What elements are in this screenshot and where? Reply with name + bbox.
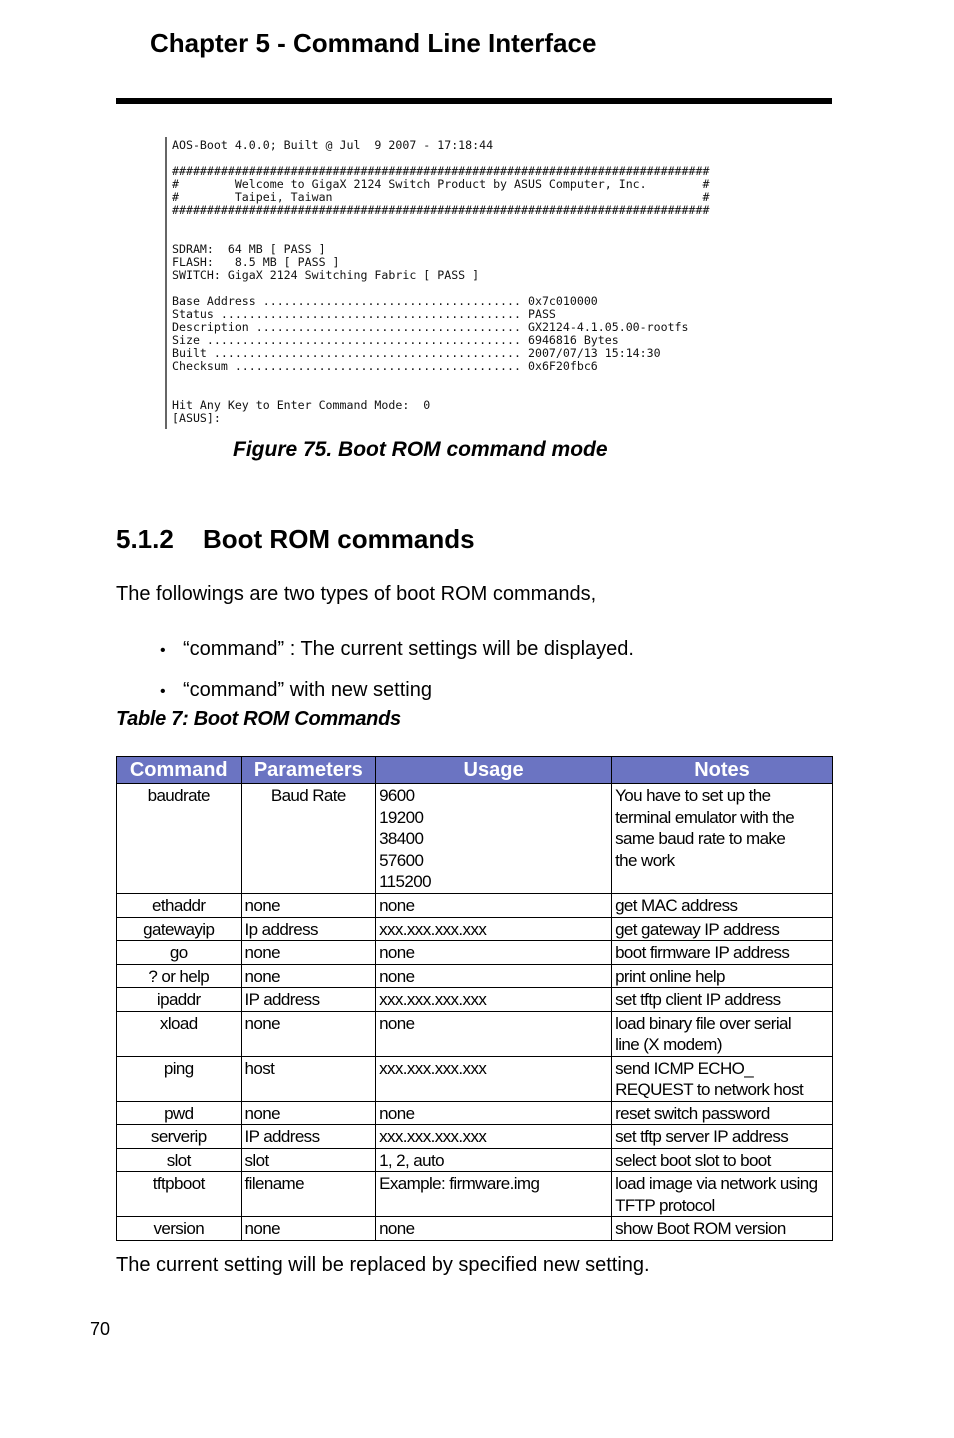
cell-command: ping bbox=[117, 1056, 242, 1101]
console-line: ############################################################################# bbox=[172, 164, 710, 178]
cell-notes: set tftp client IP address bbox=[612, 988, 833, 1012]
column-header-parameters: Parameters bbox=[241, 757, 376, 784]
table-body bbox=[117, 784, 833, 1241]
cell-notes: show Boot ROM version bbox=[612, 1217, 833, 1241]
console-line: Status ........................................... PASS bbox=[172, 307, 556, 321]
console-line: SDRAM: 64 MB [ PASS ] bbox=[172, 242, 326, 256]
cell-notes: You have to set up the terminal emulator with the same baud rate to make the work bbox=[612, 784, 833, 894]
table-row bbox=[117, 1101, 833, 1125]
cell-usage: none bbox=[376, 1101, 612, 1125]
cell-command: go bbox=[117, 941, 242, 965]
bullet-item bbox=[160, 679, 432, 702]
cell-parameters: Ip address bbox=[241, 917, 376, 941]
cell-parameters: none bbox=[241, 941, 376, 965]
table-row bbox=[117, 894, 833, 918]
cell-notes: print online help bbox=[612, 964, 833, 988]
cell-parameters: none bbox=[241, 894, 376, 918]
bullet-dot: • bbox=[160, 683, 166, 700]
console-text bbox=[167, 137, 747, 425]
header-rule bbox=[116, 98, 832, 104]
table-row bbox=[117, 1217, 833, 1241]
cell-command: version bbox=[117, 1217, 242, 1241]
cell-command: slot bbox=[117, 1148, 242, 1172]
cell-notes: boot firmware IP address bbox=[612, 941, 833, 965]
section-title bbox=[116, 524, 475, 555]
cell-command: serverip bbox=[117, 1125, 242, 1149]
console-line: Checksum ......................................... 0x6F20fbc6 bbox=[172, 359, 598, 373]
cell-parameters: filename bbox=[241, 1172, 376, 1217]
cell-parameters: none bbox=[241, 964, 376, 988]
console-line: [ASUS]: bbox=[172, 411, 221, 425]
console-line: Hit Any Key to Enter Command Mode: 0 bbox=[172, 398, 431, 412]
table-row bbox=[117, 1172, 833, 1217]
cell-command: ethaddr bbox=[117, 894, 242, 918]
cell-command: gatewayip bbox=[117, 917, 242, 941]
console-line: # Taipei, Taiwan # bbox=[172, 190, 710, 204]
console-line: Base Address ..................................... 0x7c010000 bbox=[172, 294, 598, 308]
table-row bbox=[117, 784, 833, 894]
column-header-usage: Usage bbox=[376, 757, 612, 784]
console-line: Size ............................................. 6946816 Bytes bbox=[172, 333, 619, 347]
cell-parameters: IP address bbox=[241, 988, 376, 1012]
console-line: SWITCH: GigaX 2124 Switching Fabric [ PASS ] bbox=[172, 268, 480, 282]
cell-usage: Example: firmware.img bbox=[376, 1172, 612, 1217]
console-line: AOS-Boot 4.0.0; Built @ Jul 9 2007 - 17:18:44 bbox=[172, 138, 494, 152]
cell-notes: select boot slot to boot bbox=[612, 1148, 833, 1172]
cell-notes: load binary file over serial line (X modem) bbox=[612, 1011, 833, 1056]
cell-command: pwd bbox=[117, 1101, 242, 1125]
cell-notes: set tftp server IP address bbox=[612, 1125, 833, 1149]
boot-rom-commands-table bbox=[116, 756, 833, 1241]
cell-parameters: Baud Rate bbox=[241, 784, 376, 894]
cell-parameters: none bbox=[241, 1217, 376, 1241]
intro-paragraph: The followings are two types of boot ROM commands, bbox=[116, 583, 597, 605]
section-heading: Boot ROM commands bbox=[203, 524, 475, 554]
cell-command: ipaddr bbox=[117, 988, 242, 1012]
cell-usage: none bbox=[376, 964, 612, 988]
cell-parameters: slot bbox=[241, 1148, 376, 1172]
console-line: FLASH: 8.5 MB [ PASS ] bbox=[172, 255, 340, 269]
table-row bbox=[117, 917, 833, 941]
cell-usage: xxx.xxx.xxx.xxx bbox=[376, 917, 612, 941]
cell-parameters: host bbox=[241, 1056, 376, 1101]
table-row bbox=[117, 1125, 833, 1149]
cell-usage: 1, 2, auto bbox=[376, 1148, 612, 1172]
column-header-command: Command bbox=[117, 757, 242, 784]
cell-notes: get gateway IP address bbox=[612, 917, 833, 941]
cell-usage: 9600 19200 38400 57600 115200 bbox=[376, 784, 612, 894]
table-caption: Table 7: Boot ROM Commands bbox=[116, 708, 401, 730]
bullet-text: “command” : The current settings will be displayed. bbox=[183, 638, 634, 660]
cell-command: baudrate bbox=[117, 784, 242, 894]
cell-usage: xxx.xxx.xxx.xxx bbox=[376, 1056, 612, 1101]
cell-usage: none bbox=[376, 941, 612, 965]
table-row bbox=[117, 988, 833, 1012]
table-header-row bbox=[117, 757, 833, 784]
cell-parameters: none bbox=[241, 1011, 376, 1056]
table-row bbox=[117, 1011, 833, 1056]
page-number: 70 bbox=[90, 1319, 111, 1339]
cell-command: xload bbox=[117, 1011, 242, 1056]
figure-caption: Figure 75. Boot ROM command mode bbox=[233, 438, 608, 461]
cell-notes: send ICMP ECHO_ REQUEST to network host bbox=[612, 1056, 833, 1101]
console-line: ############################################################################# bbox=[172, 203, 710, 217]
table-row bbox=[117, 964, 833, 988]
cell-usage: none bbox=[376, 1011, 612, 1056]
cell-notes: reset switch password bbox=[612, 1101, 833, 1125]
console-line: # Welcome to GigaX 2124 Switch Product by ASUS Computer, Inc. # bbox=[172, 177, 710, 191]
cell-usage: xxx.xxx.xxx.xxx bbox=[376, 1125, 612, 1149]
section-number: 5.1.2 bbox=[116, 524, 174, 554]
console-line: Description ...................................... GX2124-4.1.05.00-rootfs bbox=[172, 320, 689, 334]
cell-usage: none bbox=[376, 894, 612, 918]
bullet-text: “command” with new setting bbox=[183, 679, 432, 701]
cell-parameters: none bbox=[241, 1101, 376, 1125]
console-line: Built ............................................ 2007/07/13 15:14:30 bbox=[172, 346, 661, 360]
column-header-notes: Notes bbox=[612, 757, 833, 784]
cell-parameters: IP address bbox=[241, 1125, 376, 1149]
cell-command: tftpboot bbox=[117, 1172, 242, 1217]
cell-notes: load image via network using TFTP protocol bbox=[612, 1172, 833, 1217]
bullet-item bbox=[160, 638, 634, 661]
footer-paragraph: The current setting will be replaced by specified new setting. bbox=[116, 1254, 650, 1276]
chapter-header: Chapter 5 - Command Line Interface bbox=[150, 28, 597, 58]
cell-usage: none bbox=[376, 1217, 612, 1241]
cell-command: ? or help bbox=[117, 964, 242, 988]
table-row bbox=[117, 1148, 833, 1172]
table-row bbox=[117, 1056, 833, 1101]
boot-console-screenshot bbox=[165, 137, 747, 429]
cell-notes: get MAC address bbox=[612, 894, 833, 918]
bullet-dot: • bbox=[160, 642, 166, 659]
cell-usage: xxx.xxx.xxx.xxx bbox=[376, 988, 612, 1012]
table-row bbox=[117, 941, 833, 965]
